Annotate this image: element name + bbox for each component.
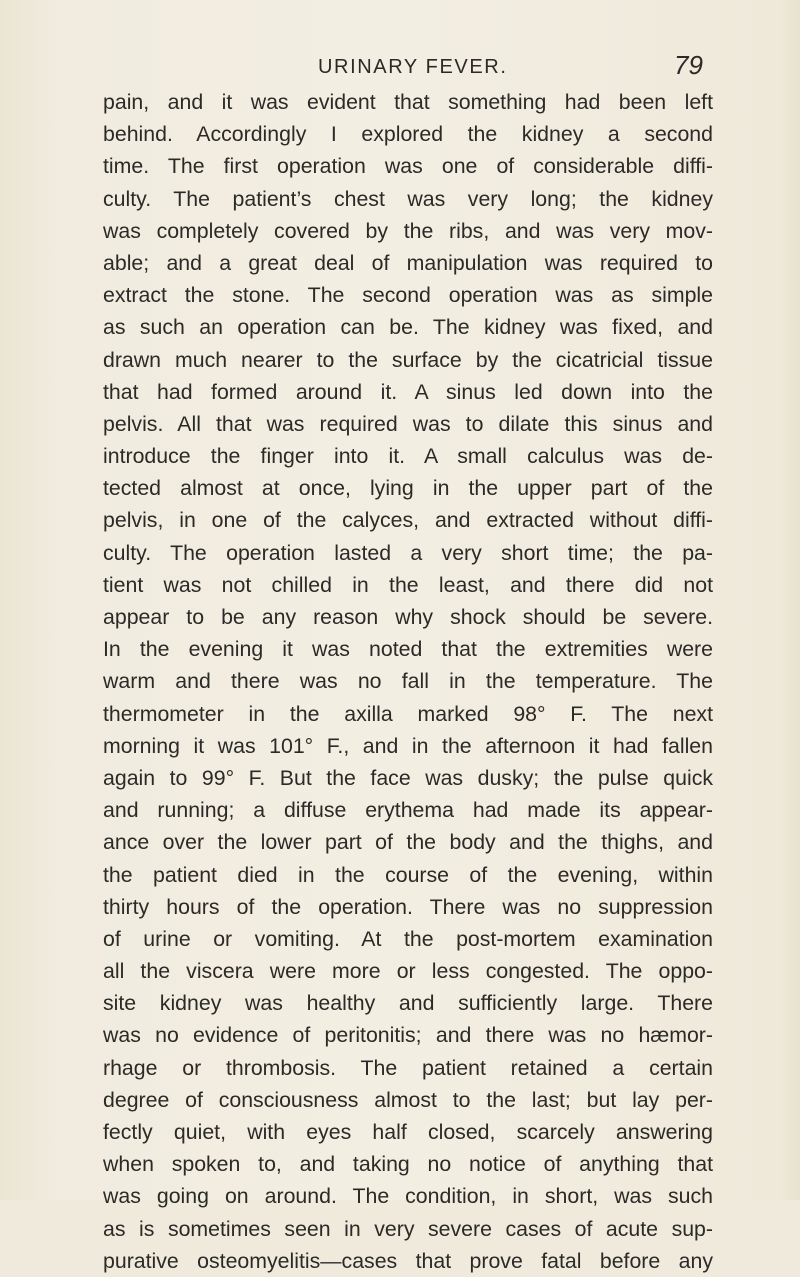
page-number: 79 (674, 50, 703, 80)
text-line: as is sometimes seen in very severe cases of acute sup- (103, 1216, 713, 1241)
text-line: as such an operation can be. The kidney was fixed, and (103, 315, 713, 340)
text-line: drawn much nearer to the surface by the cicatricial tissue (103, 347, 713, 372)
text-line: site kidney was healthy and sufficiently large. There (103, 991, 713, 1016)
text-line: thermometer in the axilla marked 98° F. The next (103, 701, 713, 726)
text-line: able; and a great deal of manipulation was required to (103, 250, 713, 275)
text-line: tient was not chilled in the least, and there did not (103, 572, 713, 597)
text-line: the patient died in the course of the evening, within (103, 862, 713, 887)
text-line: culty. The operation lasted a very short time; the pa- (103, 540, 713, 565)
running-head: URINARY FEVER. (318, 56, 508, 78)
text-line: extract the stone. The second operation was as simple (103, 283, 713, 308)
text-line: when spoken to, and taking no notice of anything that (103, 1152, 713, 1177)
text-line: of urine or vomiting. At the post-mortem examination (103, 926, 713, 951)
page-header (0, 52, 800, 82)
body-text (103, 86, 713, 1277)
text-line: was completely covered by the ribs, and was very mov- (103, 218, 713, 243)
text-line: degree of consciousness almost to the last; but lay per- (103, 1087, 713, 1112)
text-line: tected almost at once, lying in the upper part of the (103, 476, 713, 501)
text-line: pain, and it was evident that something had been left (103, 90, 713, 114)
text-line: pelvis. All that was required was to dilate this sinus and (103, 411, 713, 436)
text-line: behind. Accordingly I explored the kidney a second (103, 122, 713, 147)
text-line: culty. The patient’s chest was very long; the kidney (103, 186, 713, 211)
text-line: rhage or thrombosis. The patient retained a certain (103, 1055, 713, 1080)
text-line: ance over the lower part of the body and the thighs, and (103, 830, 713, 855)
text-line: time. The first operation was one of considerable diffi- (103, 154, 713, 179)
text-line: again to 99° F. But the face was dusky; the pulse quick (103, 765, 713, 790)
text-line: thirty hours of the operation. There was no suppression (103, 894, 713, 919)
text-line: was going on around. The condition, in short, was such (103, 1184, 713, 1209)
text-line: morning it was 101° F., and in the afternoon it had fallen (103, 733, 713, 758)
text-line: purative osteomyelitis—cases that prove fatal before any (103, 1248, 713, 1273)
text-line: In the evening it was noted that the extremities were (103, 637, 713, 662)
text-line: that had formed around it. A sinus led down into the (103, 379, 713, 404)
text-line: fectly quiet, with eyes half closed, scarcely answering (103, 1120, 713, 1144)
text-line: was no evidence of peritonitis; and there was no hæmor- (103, 1023, 713, 1048)
text-line: warm and there was no fall in the temperature. The (103, 669, 713, 694)
text-line: pelvis, in one of the calyces, and extracted without diffi- (103, 508, 713, 533)
text-line: and running; a diffuse erythema had made its appear- (103, 798, 713, 823)
text-line: all the viscera were more or less congested. The oppo- (103, 959, 713, 984)
text-line: introduce the finger into it. A small calculus was de- (103, 444, 713, 469)
text-line: appear to be any reason why shock should be severe. (103, 605, 713, 629)
